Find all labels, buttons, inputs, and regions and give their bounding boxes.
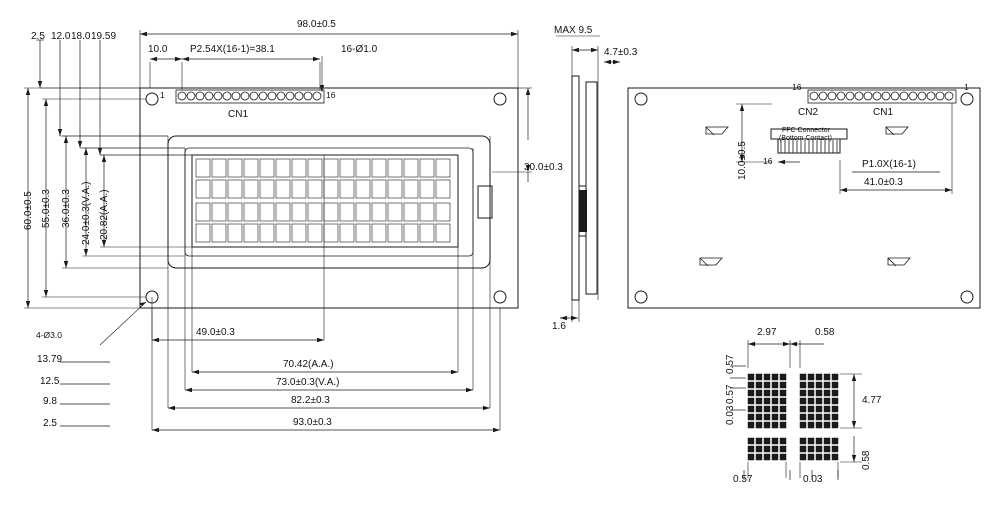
pixel-dim-gap-y: 0.58	[861, 450, 872, 470]
connector-label-cn1-front: CN1	[228, 109, 249, 120]
pixel-dim-gap-x: 0.58	[815, 327, 835, 338]
dim-hole-note: 16-Ø1.0	[341, 44, 378, 55]
pixel-dim-pitch-x: 2.97	[757, 327, 777, 338]
pixel-dim-pitch-y: 4.77	[862, 395, 882, 406]
pixel-dim-bottom-right: 0.03	[803, 474, 823, 485]
dim-pcb-offset: 4.7±0.3	[604, 47, 638, 58]
dim-pitch-note: P2.54X(16-1)=38.1	[190, 44, 275, 55]
dim-left-offset: 10.0	[148, 44, 168, 55]
dim-left-12-5: 12.5	[40, 376, 60, 387]
dim-height-60: 60.0±0.5	[23, 191, 34, 230]
dim-overall-width: 98.0±0.5	[297, 19, 336, 30]
connector-label-cn1-rear: CN1	[873, 107, 894, 118]
pin-label-1: 1	[160, 90, 165, 100]
dim-bottom-7042: 70.42(A.A.)	[283, 359, 334, 370]
dim-bottom-49: 49.0±0.3	[196, 327, 235, 338]
dim-height-36: 36.0±0.3	[61, 189, 72, 228]
rear-pin-1: 1	[964, 82, 969, 92]
dim-top-2-5: 2.5	[31, 31, 45, 42]
dim-right-height: 30.0±0.3	[524, 162, 563, 173]
rear-ffc-pin-16: 16	[763, 156, 773, 166]
dim-top-19-59: 19.59	[91, 31, 117, 42]
dim-max-thickness: MAX 9.5	[554, 25, 593, 36]
pixel-dim-dot-y: 0.57	[725, 384, 736, 404]
dim-height-55: 55.0±0.3	[41, 189, 52, 228]
ffc-label-line1: FFC Connector	[782, 127, 830, 134]
rear-dim-width-41: 41.0±0.3	[864, 177, 903, 188]
dim-left-13-79: 13.79	[37, 354, 63, 365]
connector-label-cn2: CN2	[798, 107, 819, 118]
rear-dim-pitch: P1.0X(16-1)	[862, 159, 916, 170]
rear-pin-16: 16	[792, 82, 802, 92]
rear-dim-height-10: 10.0±0.5	[737, 141, 748, 180]
pixel-dim-dot-gap-y: 0.03	[725, 405, 736, 425]
pin-label-16: 16	[326, 90, 336, 100]
dim-top-12: 12.0	[51, 31, 71, 42]
ffc-label-line2: (Bottom Contact)	[779, 135, 832, 142]
pixel-dim-bottom-left: 0.57	[733, 474, 753, 485]
dim-left-9-8: 9.8	[43, 396, 57, 407]
dim-top-18: 18.0	[71, 31, 91, 42]
dim-bottom-73: 73.0±0.3(V.A.)	[276, 377, 340, 388]
dim-bottom-93: 93.0±0.3	[293, 417, 332, 428]
pixel-dim-dot-x: 0.57	[725, 354, 736, 374]
dim-board-thickness: 1.6	[552, 321, 566, 332]
dim-height-24: 24.0±0.3(V.A.)	[81, 181, 92, 245]
dim-bottom-822: 82.2±0.3	[291, 395, 330, 406]
dim-left-2-5: 2.5	[43, 418, 57, 429]
dim-hole-callout: 4-Ø3.0	[36, 330, 62, 340]
dim-height-2082: 20.82(A.A.)	[99, 189, 110, 240]
